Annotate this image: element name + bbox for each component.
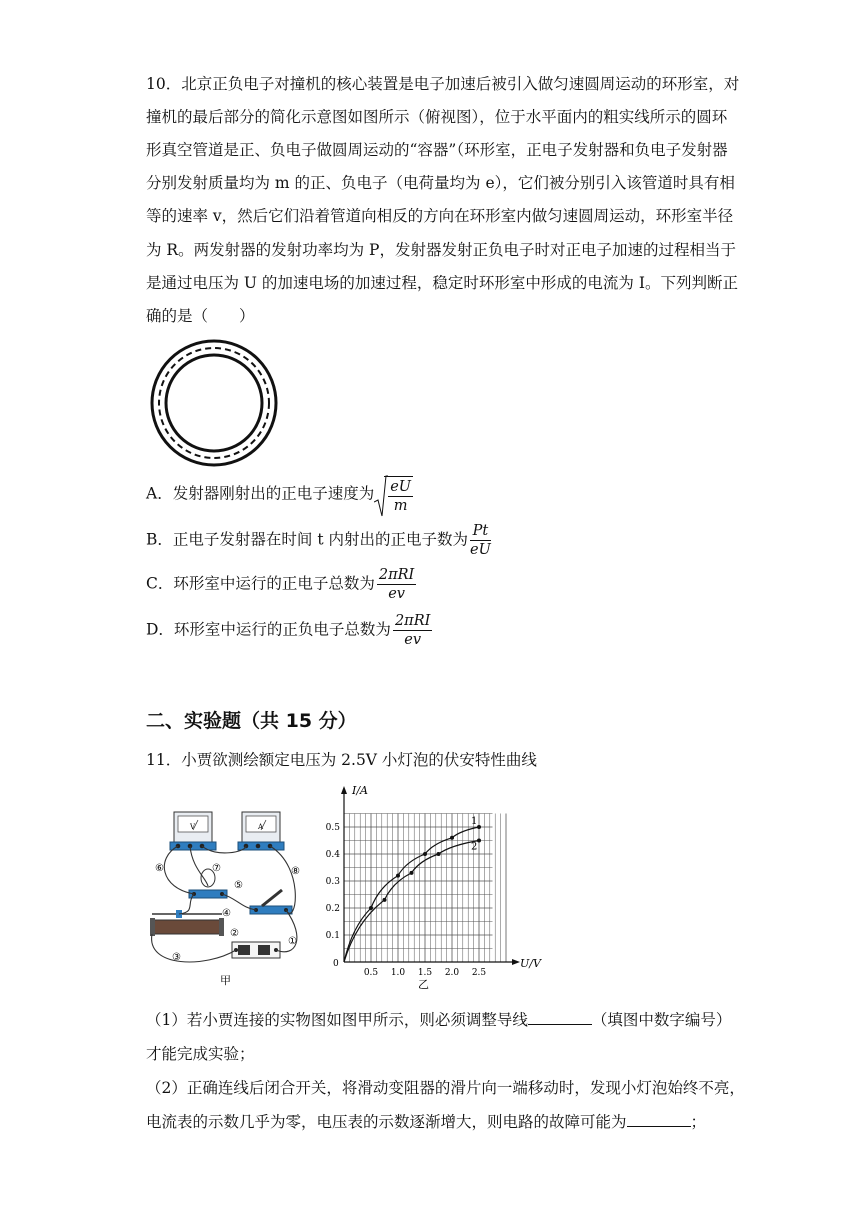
wire-number: ⑦ [212,863,221,874]
fraction: $\frac{\text{2πRI}}{ev}$ [394,613,431,648]
voltmeter-label: V [190,823,196,831]
q11-part1-cont: 才能完成实验； [146,1045,255,1063]
chart-curves [344,816,481,962]
chart-ticks [326,823,487,978]
iv-curve-chart [318,780,546,992]
q10-line: 10．北京正负电子对撞机的核心装置是电子加速后被引入做匀速圆周运动的环形室，对 [146,75,740,93]
data-point [437,852,441,856]
q10-line: 分别发射质量均为 m 的正、负电子（电荷量均为 e），它们被分别引入该管道时具有相 [146,174,735,192]
q11-part2-cont: 电流表的示数几乎为零，电压表的示数逐渐增大，则电路的故障可能为 ； [146,1113,707,1131]
q10-line: 为 R。两发射器的发射功率均为 P，发射器发射正负电子时对正电子加速的过程相当于 [146,241,736,259]
y-tick-label: 0.3 [325,877,340,887]
section-title: 二、实验题（共 15 分） [146,710,357,732]
x-axis-label: U/V [520,957,541,970]
voltmeter-icon [170,812,216,850]
chart-grid [344,814,506,963]
y-tick-label: 0.4 [325,850,340,860]
y-tick-label: 0.2 [325,904,340,914]
data-point [477,839,481,843]
y-tick-label: 0.5 [325,823,340,833]
wire-number: ⑤ [234,880,243,891]
fraction: $\frac{\text{2πRI}}{ev}$ [378,567,415,602]
option-b[interactable]: B．正电子发射器在时间 t 内射出的正电子数为 $\frac{Pt}{eU}$ [146,523,491,558]
wire-number: ① [288,936,297,947]
q11-stem: 11．小贾欲测绘额定电压为 2.5V 小灯泡的伏安特性曲线 [146,751,537,769]
fraction: $\frac{Pt}{eU}$ [469,523,491,558]
wire-number: ③ [172,952,181,963]
x-tick-label: 1.0 [390,968,406,978]
circuit-apparatus-figure [146,808,316,990]
rheostat-icon [150,910,224,936]
q10-line: 是通过电压为 U 的加速电场的加速过程，稳定时环形室中形成的电流为 I。下列判断正 [146,274,738,292]
figure-label-yi: 乙 [418,978,429,991]
x-tick-label: 2.0 [444,968,460,978]
y-axis-label: I/A [352,784,368,797]
q10-line: 形真空管道是正、负电子做圆周运动的“容器”（环形室，正电子发射器和负电子发射器 [146,141,728,159]
ring-chamber-figure [144,338,284,468]
sqrt-expression: $\frac{eU}{m}$ [374,474,413,515]
x-axis-arrow [512,959,520,965]
data-point [423,852,427,856]
battery-icon [232,942,280,958]
data-point [383,898,387,902]
y-tick-label: 0.1 [325,931,340,941]
figure-label-jia: 甲 [220,974,231,987]
option-a[interactable]: A．发射器刚射出的正电子速度为 $\frac{eU}{m}$ [146,474,413,515]
x-tick-label: 0.5 [363,968,379,978]
answer-blank-1[interactable] [528,1010,592,1025]
ammeter-icon [238,812,284,850]
data-point [477,825,481,829]
wire-number: ② [230,928,239,939]
data-point [396,874,400,878]
q10-line: 等的速率 v，然后它们沿着管道向相反的方向在环形室内做匀速圆周运动，环形室半径 [146,207,734,225]
x-tick-label: 2.5 [471,968,487,978]
bulb-icon [189,869,227,898]
q10-line: 确的是（ ） [146,307,255,325]
series-label: 1 [471,816,478,827]
q10-line: 撞机的最后部分的简化示意图如图所示（俯视图），位于水平面内的粗实线所示的圆环 [146,108,728,126]
data-point [369,906,373,910]
series-label: 2 [471,841,478,853]
series-line-2 [344,841,479,963]
x-tick-label: 1.5 [417,968,433,978]
wire-number: ⑧ [291,866,300,877]
data-point [410,871,414,875]
wire-number: ⑥ [155,863,164,874]
answer-blank-2[interactable] [627,1112,691,1127]
option-c[interactable]: C．环形室中运行的正电子总数为 $\frac{\text{2πRI}}{ev}$ [146,567,415,602]
q11-part2: （2）正确连线后闭合开关，将滑动变阻器的滑片向一端移动时，发现小灯泡始终不亮， [146,1079,745,1097]
option-d[interactable]: D．环形室中运行的正负电子总数为 $\frac{\text{2πRI}}{ev}$ [146,613,431,648]
y-axis-arrow [341,786,347,794]
ammeter-label: A [258,823,264,831]
q11-part1: （1）若小贾连接的实物图如图甲所示，则必须调整导线 （填图中数字编号） [146,1011,732,1029]
origin-label: 0 [333,959,339,969]
data-point [450,836,454,840]
wire-number: ④ [222,908,231,919]
